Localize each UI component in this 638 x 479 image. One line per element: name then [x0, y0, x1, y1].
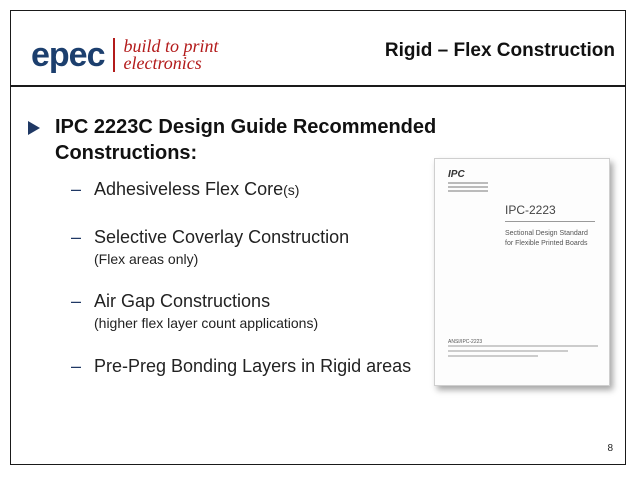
bullet-arrow-icon [28, 121, 40, 135]
logo-tagline-line1: build to print [123, 36, 219, 56]
sub-item-label: Adhesiveless Flex Core [94, 179, 284, 199]
logo-brand: epec [31, 36, 105, 74]
logo-tagline-line2: electronics [123, 53, 202, 73]
sub-item-note: (higher flex layer count applications) [94, 315, 319, 331]
doc-footer-label: ANSI/IPC-2223 [448, 339, 483, 345]
sub-item-label: Pre-Preg Bonding Layers in Rigid areas [94, 356, 412, 376]
header-divider [11, 85, 625, 87]
main-bullet-text: IPC 2223C Design Guide Recommended Constructions: [55, 116, 437, 164]
dash-icon: – [71, 356, 82, 376]
doc-number: IPC-2223 [505, 203, 556, 217]
sub-item-text [94, 179, 299, 200]
header [11, 11, 625, 85]
page-number: 8 [607, 443, 613, 454]
logo-tagline [124, 38, 219, 72]
doc-logo-lines [448, 182, 488, 194]
doc-subtitle-line1: Sectional Design Standard [505, 230, 588, 237]
sub-item-suffix: (s) [283, 182, 300, 198]
sub-item-label: Selective Coverlay Construction [94, 227, 350, 247]
sub-item-note: (Flex areas only) [94, 251, 199, 267]
doc-subtitle-line2: for Flexible Printed Boards [505, 240, 588, 247]
doc-divider [505, 221, 595, 222]
slide [10, 10, 626, 465]
ipc-logo: IPC [448, 169, 465, 180]
doc-footer-lines [448, 345, 598, 360]
dash-icon: – [71, 227, 82, 247]
slide-title: Rigid – Flex Construction [384, 40, 615, 61]
epec-logo [31, 35, 219, 75]
dash-icon: – [71, 179, 82, 199]
dash-icon: – [71, 291, 82, 311]
sub-item-label: Air Gap Constructions [94, 291, 271, 311]
ipc-2223-document-image [434, 158, 610, 386]
doc-subtitle [505, 229, 588, 249]
logo-divider [113, 38, 115, 72]
